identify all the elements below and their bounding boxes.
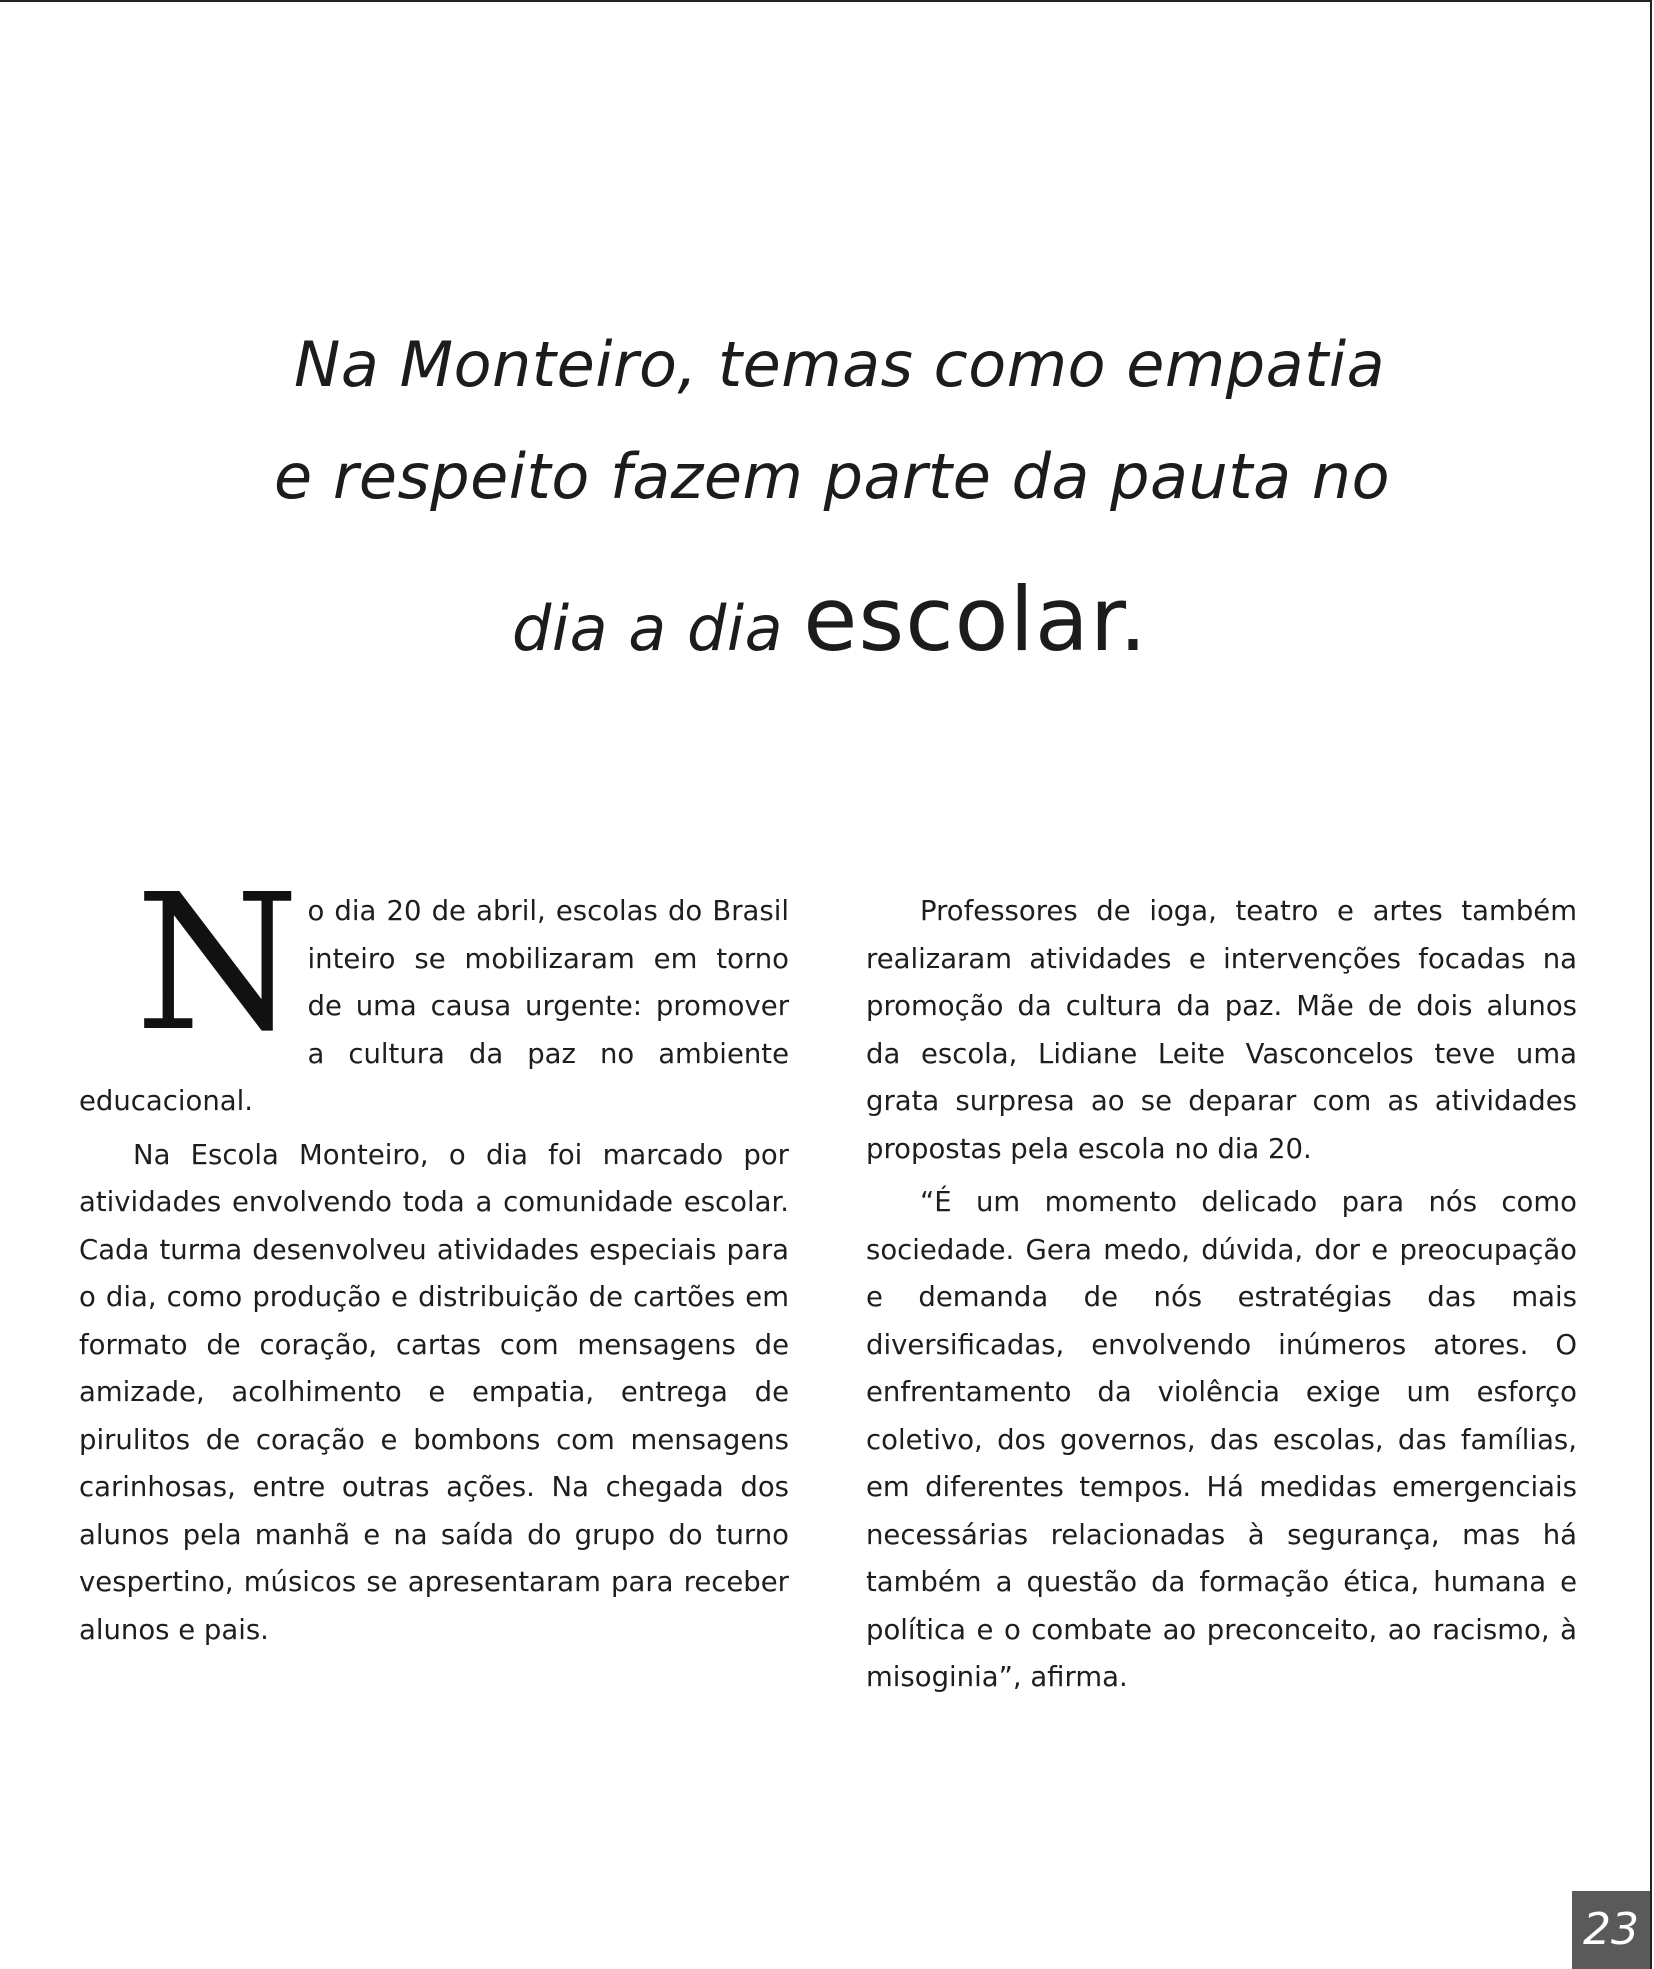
page-border-top (0, 0, 1652, 2)
page-number: 23 (1572, 1891, 1650, 1969)
paragraph-intro (79, 854, 789, 1126)
headline-line-2: e respeito fazem parte da pauta no (274, 440, 1391, 513)
drop-cap: N (135, 854, 296, 1073)
headline-line-3-lead: dia a dia (512, 592, 804, 665)
headline-line-3 (512, 568, 1148, 671)
paragraph-quote: “É um momento delicado para nós como sociedade. Gera medo, dúvida, dor e preocupação e demanda de nós estratégias das mais diversificadas, envolvendo inúmeros atores. O enfrentamento da violência exige um esforço coletivo, dos governos, das escolas, das famílias, em diferentes tempos. Há medidas emergenciais necessárias relacionadas à segurança, mas há também a questão da formação ética, humana e política e o combate ao preconceito, ao racismo, à misoginia”, afirma. (866, 1186, 1577, 1693)
article-column-left (79, 854, 789, 1654)
page-border-right (1650, 0, 1652, 1969)
paragraph-escola-monteiro: Na Escola Monteiro, o dia foi marcado por atividades envolvendo toda a comunidade escolar. Cada turma desenvolveu atividades especiais para o dia, como produção e distribuição de cartões em formato de coração, cartas com mensagens de amizade, acolhimento e empatia, entrega de pirulitos de coração e bombons com mensagens carinhosas, entre outras ações. Na chegada dos alunos pela manhã e na saída do grupo do turno vespertino, músicos se apresentaram para receber alunos e pais. (79, 1138, 789, 1646)
article-column-right (866, 888, 1577, 1702)
paragraph-intro-text: o dia 20 de abril, escolas do Brasil inteiro se mobilizaram em torno de uma causa urgente: promover a cultura da paz no ambiente educacional. (79, 895, 789, 1117)
headline-emphasis-word: escolar. (803, 568, 1148, 671)
headline-line-1: Na Monteiro, temas como empatia (294, 328, 1386, 401)
paragraph-professores: Professores de ioga, teatro e artes também realizaram atividades e intervenções focadas na promoção da cultura da paz. Mãe de dois alunos da escola, Lidiane Leite Vasconcelos teve uma grata surpresa ao se deparar com as atividades propostas pela escola no dia 20. (866, 895, 1577, 1165)
